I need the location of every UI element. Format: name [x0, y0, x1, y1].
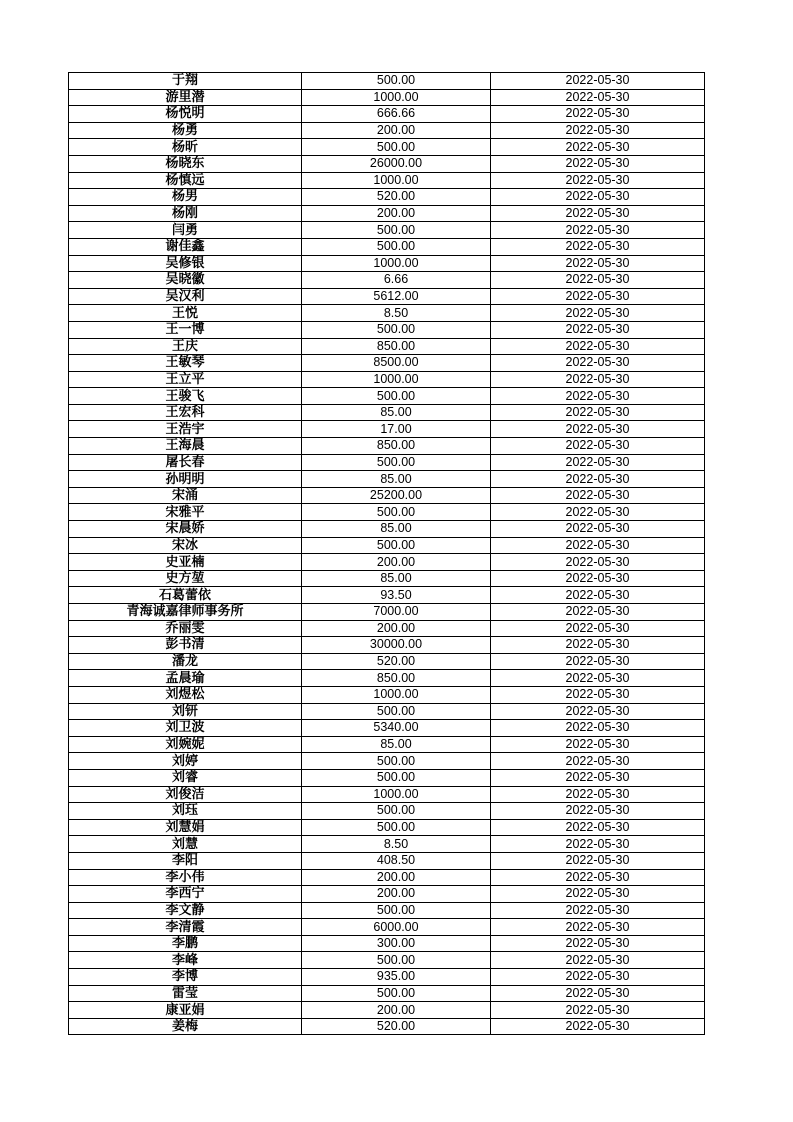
date-cell: 2022-05-30 [491, 985, 705, 1002]
donor-name-cell: 孟晨瑜 [69, 670, 302, 687]
table-row [69, 637, 705, 654]
date-cell: 2022-05-30 [491, 686, 705, 703]
donor-name-cell: 吴晓徽 [69, 272, 302, 289]
amount-cell: 500.00 [302, 537, 491, 554]
donor-name-cell: 于翔 [69, 73, 302, 90]
amount-cell: 200.00 [302, 122, 491, 139]
amount-cell: 500.00 [302, 985, 491, 1002]
donor-name-cell: 王一博 [69, 321, 302, 338]
table-row [69, 969, 705, 986]
amount-cell: 500.00 [302, 952, 491, 969]
donor-name-cell: 宋涌 [69, 487, 302, 504]
amount-cell: 500.00 [302, 902, 491, 919]
date-cell: 2022-05-30 [491, 1018, 705, 1035]
date-cell: 2022-05-30 [491, 122, 705, 139]
table-row [69, 404, 705, 421]
donor-name-cell: 王庆 [69, 338, 302, 355]
amount-cell: 500.00 [302, 819, 491, 836]
amount-cell: 93.50 [302, 587, 491, 604]
table-row [69, 753, 705, 770]
donor-name-cell: 杨慎远 [69, 172, 302, 189]
amount-cell: 500.00 [302, 769, 491, 786]
donor-name-cell: 康亚娟 [69, 1002, 302, 1019]
amount-cell: 300.00 [302, 935, 491, 952]
date-cell: 2022-05-30 [491, 670, 705, 687]
date-cell: 2022-05-30 [491, 521, 705, 538]
ledger-body [69, 73, 705, 1035]
date-cell: 2022-05-30 [491, 404, 705, 421]
donation-ledger-sheet [68, 72, 704, 1035]
amount-cell: 520.00 [302, 1018, 491, 1035]
date-cell: 2022-05-30 [491, 554, 705, 571]
amount-cell: 5340.00 [302, 720, 491, 737]
donor-name-cell: 李鹏 [69, 935, 302, 952]
date-cell: 2022-05-30 [491, 139, 705, 156]
date-cell: 2022-05-30 [491, 786, 705, 803]
table-row [69, 272, 705, 289]
date-cell: 2022-05-30 [491, 73, 705, 90]
amount-cell: 85.00 [302, 570, 491, 587]
date-cell: 2022-05-30 [491, 454, 705, 471]
table-row [69, 371, 705, 388]
table-row [69, 471, 705, 488]
date-cell: 2022-05-30 [491, 720, 705, 737]
donor-name-cell: 王立平 [69, 371, 302, 388]
date-cell: 2022-05-30 [491, 570, 705, 587]
table-row [69, 736, 705, 753]
donor-name-cell: 屠长春 [69, 454, 302, 471]
table-row [69, 919, 705, 936]
table-row [69, 554, 705, 571]
amount-cell: 935.00 [302, 969, 491, 986]
date-cell: 2022-05-30 [491, 537, 705, 554]
amount-cell: 520.00 [302, 653, 491, 670]
donor-name-cell: 刘卫波 [69, 720, 302, 737]
donor-name-cell: 宋雅平 [69, 504, 302, 521]
date-cell: 2022-05-30 [491, 637, 705, 654]
amount-cell: 1000.00 [302, 172, 491, 189]
amount-cell: 850.00 [302, 670, 491, 687]
donor-name-cell: 李小伟 [69, 869, 302, 886]
table-row [69, 305, 705, 322]
donor-name-cell: 刘睿 [69, 769, 302, 786]
amount-cell: 200.00 [302, 886, 491, 903]
date-cell: 2022-05-30 [491, 869, 705, 886]
donor-name-cell: 李清霞 [69, 919, 302, 936]
donor-name-cell: 李西宁 [69, 886, 302, 903]
donor-name-cell: 李阳 [69, 852, 302, 869]
donor-name-cell: 刘慧娟 [69, 819, 302, 836]
amount-cell: 1000.00 [302, 686, 491, 703]
date-cell: 2022-05-30 [491, 106, 705, 123]
table-row [69, 769, 705, 786]
amount-cell: 200.00 [302, 554, 491, 571]
date-cell: 2022-05-30 [491, 852, 705, 869]
amount-cell: 520.00 [302, 189, 491, 206]
date-cell: 2022-05-30 [491, 238, 705, 255]
table-row [69, 89, 705, 106]
table-row [69, 238, 705, 255]
date-cell: 2022-05-30 [491, 703, 705, 720]
donor-name-cell: 刘婉妮 [69, 736, 302, 753]
amount-cell: 7000.00 [302, 604, 491, 621]
date-cell: 2022-05-30 [491, 255, 705, 272]
table-row [69, 338, 705, 355]
date-cell: 2022-05-30 [491, 471, 705, 488]
table-row [69, 952, 705, 969]
amount-cell: 408.50 [302, 852, 491, 869]
amount-cell: 8500.00 [302, 355, 491, 372]
donor-name-cell: 宋晨娇 [69, 521, 302, 538]
amount-cell: 8.50 [302, 836, 491, 853]
table-row [69, 786, 705, 803]
donor-name-cell: 吴汉利 [69, 288, 302, 305]
date-cell: 2022-05-30 [491, 504, 705, 521]
amount-cell: 200.00 [302, 620, 491, 637]
date-cell: 2022-05-30 [491, 1002, 705, 1019]
table-row [69, 620, 705, 637]
amount-cell: 200.00 [302, 205, 491, 222]
donor-name-cell: 游里潜 [69, 89, 302, 106]
donor-name-cell: 杨昕 [69, 139, 302, 156]
date-cell: 2022-05-30 [491, 836, 705, 853]
amount-cell: 500.00 [302, 321, 491, 338]
amount-cell: 26000.00 [302, 155, 491, 172]
donor-name-cell: 王骏飞 [69, 388, 302, 405]
donor-name-cell: 闫勇 [69, 222, 302, 239]
date-cell: 2022-05-30 [491, 620, 705, 637]
table-row [69, 388, 705, 405]
amount-cell: 1000.00 [302, 89, 491, 106]
date-cell: 2022-05-30 [491, 487, 705, 504]
amount-cell: 500.00 [302, 504, 491, 521]
table-row [69, 421, 705, 438]
donor-name-cell: 宋冰 [69, 537, 302, 554]
donor-name-cell: 青海诚嘉律师事务所 [69, 604, 302, 621]
amount-cell: 1000.00 [302, 255, 491, 272]
amount-cell: 5612.00 [302, 288, 491, 305]
date-cell: 2022-05-30 [491, 438, 705, 455]
table-row [69, 886, 705, 903]
date-cell: 2022-05-30 [491, 89, 705, 106]
table-row [69, 288, 705, 305]
donor-name-cell: 姜梅 [69, 1018, 302, 1035]
amount-cell: 200.00 [302, 869, 491, 886]
table-row [69, 869, 705, 886]
date-cell: 2022-05-30 [491, 769, 705, 786]
table-row [69, 836, 705, 853]
date-cell: 2022-05-30 [491, 886, 705, 903]
donor-name-cell: 谢佳鑫 [69, 238, 302, 255]
table-row [69, 653, 705, 670]
amount-cell: 8.50 [302, 305, 491, 322]
donor-name-cell: 潘龙 [69, 653, 302, 670]
donor-name-cell: 刘煜松 [69, 686, 302, 703]
date-cell: 2022-05-30 [491, 753, 705, 770]
donor-name-cell: 李文静 [69, 902, 302, 919]
date-cell: 2022-05-30 [491, 288, 705, 305]
amount-cell: 1000.00 [302, 786, 491, 803]
date-cell: 2022-05-30 [491, 305, 705, 322]
donor-name-cell: 李峰 [69, 952, 302, 969]
table-row [69, 172, 705, 189]
donor-name-cell: 王宏科 [69, 404, 302, 421]
table-row [69, 570, 705, 587]
date-cell: 2022-05-30 [491, 736, 705, 753]
amount-cell: 666.66 [302, 106, 491, 123]
amount-cell: 850.00 [302, 438, 491, 455]
donor-name-cell: 杨男 [69, 189, 302, 206]
donor-name-cell: 王海晨 [69, 438, 302, 455]
table-row [69, 819, 705, 836]
date-cell: 2022-05-30 [491, 803, 705, 820]
date-cell: 2022-05-30 [491, 902, 705, 919]
donor-name-cell: 雷莹 [69, 985, 302, 1002]
amount-cell: 85.00 [302, 404, 491, 421]
amount-cell: 500.00 [302, 73, 491, 90]
table-row [69, 703, 705, 720]
date-cell: 2022-05-30 [491, 919, 705, 936]
donor-name-cell: 孙明明 [69, 471, 302, 488]
table-row [69, 686, 705, 703]
amount-cell: 25200.00 [302, 487, 491, 504]
date-cell: 2022-05-30 [491, 338, 705, 355]
donor-name-cell: 杨勇 [69, 122, 302, 139]
date-cell: 2022-05-30 [491, 321, 705, 338]
amount-cell: 6000.00 [302, 919, 491, 936]
donor-name-cell: 王悦 [69, 305, 302, 322]
donor-name-cell: 史亚楠 [69, 554, 302, 571]
table-row [69, 321, 705, 338]
donor-name-cell: 彭书清 [69, 637, 302, 654]
amount-cell: 85.00 [302, 521, 491, 538]
donor-name-cell: 杨晓东 [69, 155, 302, 172]
table-row [69, 720, 705, 737]
table-row [69, 205, 705, 222]
table-row [69, 122, 705, 139]
date-cell: 2022-05-30 [491, 355, 705, 372]
date-cell: 2022-05-30 [491, 222, 705, 239]
donor-name-cell: 刘俊洁 [69, 786, 302, 803]
amount-cell: 17.00 [302, 421, 491, 438]
date-cell: 2022-05-30 [491, 272, 705, 289]
table-row [69, 139, 705, 156]
table-row [69, 222, 705, 239]
amount-cell: 6.66 [302, 272, 491, 289]
date-cell: 2022-05-30 [491, 604, 705, 621]
donor-name-cell: 王浩宇 [69, 421, 302, 438]
table-row [69, 670, 705, 687]
donor-name-cell: 杨悦明 [69, 106, 302, 123]
amount-cell: 500.00 [302, 388, 491, 405]
donation-ledger-table [68, 72, 705, 1035]
amount-cell: 85.00 [302, 736, 491, 753]
date-cell: 2022-05-30 [491, 388, 705, 405]
table-row [69, 803, 705, 820]
donor-name-cell: 刘珏 [69, 803, 302, 820]
table-row [69, 604, 705, 621]
donor-name-cell: 刘钘 [69, 703, 302, 720]
amount-cell: 850.00 [302, 338, 491, 355]
date-cell: 2022-05-30 [491, 587, 705, 604]
table-row [69, 438, 705, 455]
amount-cell: 30000.00 [302, 637, 491, 654]
table-row [69, 73, 705, 90]
donor-name-cell: 王敏琴 [69, 355, 302, 372]
date-cell: 2022-05-30 [491, 819, 705, 836]
date-cell: 2022-05-30 [491, 952, 705, 969]
donor-name-cell: 刘慧 [69, 836, 302, 853]
amount-cell: 500.00 [302, 803, 491, 820]
donor-name-cell: 杨刚 [69, 205, 302, 222]
table-row [69, 537, 705, 554]
amount-cell: 500.00 [302, 454, 491, 471]
date-cell: 2022-05-30 [491, 189, 705, 206]
table-row [69, 189, 705, 206]
amount-cell: 500.00 [302, 139, 491, 156]
table-row [69, 155, 705, 172]
donor-name-cell: 乔丽雯 [69, 620, 302, 637]
table-row [69, 454, 705, 471]
date-cell: 2022-05-30 [491, 155, 705, 172]
amount-cell: 200.00 [302, 1002, 491, 1019]
date-cell: 2022-05-30 [491, 421, 705, 438]
donor-name-cell: 吴修银 [69, 255, 302, 272]
amount-cell: 500.00 [302, 753, 491, 770]
amount-cell: 500.00 [302, 703, 491, 720]
date-cell: 2022-05-30 [491, 935, 705, 952]
table-row [69, 487, 705, 504]
donor-name-cell: 史方堃 [69, 570, 302, 587]
table-row [69, 255, 705, 272]
table-row [69, 355, 705, 372]
date-cell: 2022-05-30 [491, 969, 705, 986]
donor-name-cell: 李博 [69, 969, 302, 986]
table-row [69, 852, 705, 869]
table-row [69, 521, 705, 538]
date-cell: 2022-05-30 [491, 371, 705, 388]
table-row [69, 985, 705, 1002]
table-row [69, 504, 705, 521]
table-row [69, 1018, 705, 1035]
date-cell: 2022-05-30 [491, 172, 705, 189]
amount-cell: 500.00 [302, 238, 491, 255]
date-cell: 2022-05-30 [491, 205, 705, 222]
table-row [69, 935, 705, 952]
date-cell: 2022-05-30 [491, 653, 705, 670]
amount-cell: 1000.00 [302, 371, 491, 388]
amount-cell: 85.00 [302, 471, 491, 488]
table-row [69, 587, 705, 604]
table-row [69, 902, 705, 919]
donor-name-cell: 石葛蕾依 [69, 587, 302, 604]
table-row [69, 1002, 705, 1019]
table-row [69, 106, 705, 123]
amount-cell: 500.00 [302, 222, 491, 239]
donor-name-cell: 刘婷 [69, 753, 302, 770]
